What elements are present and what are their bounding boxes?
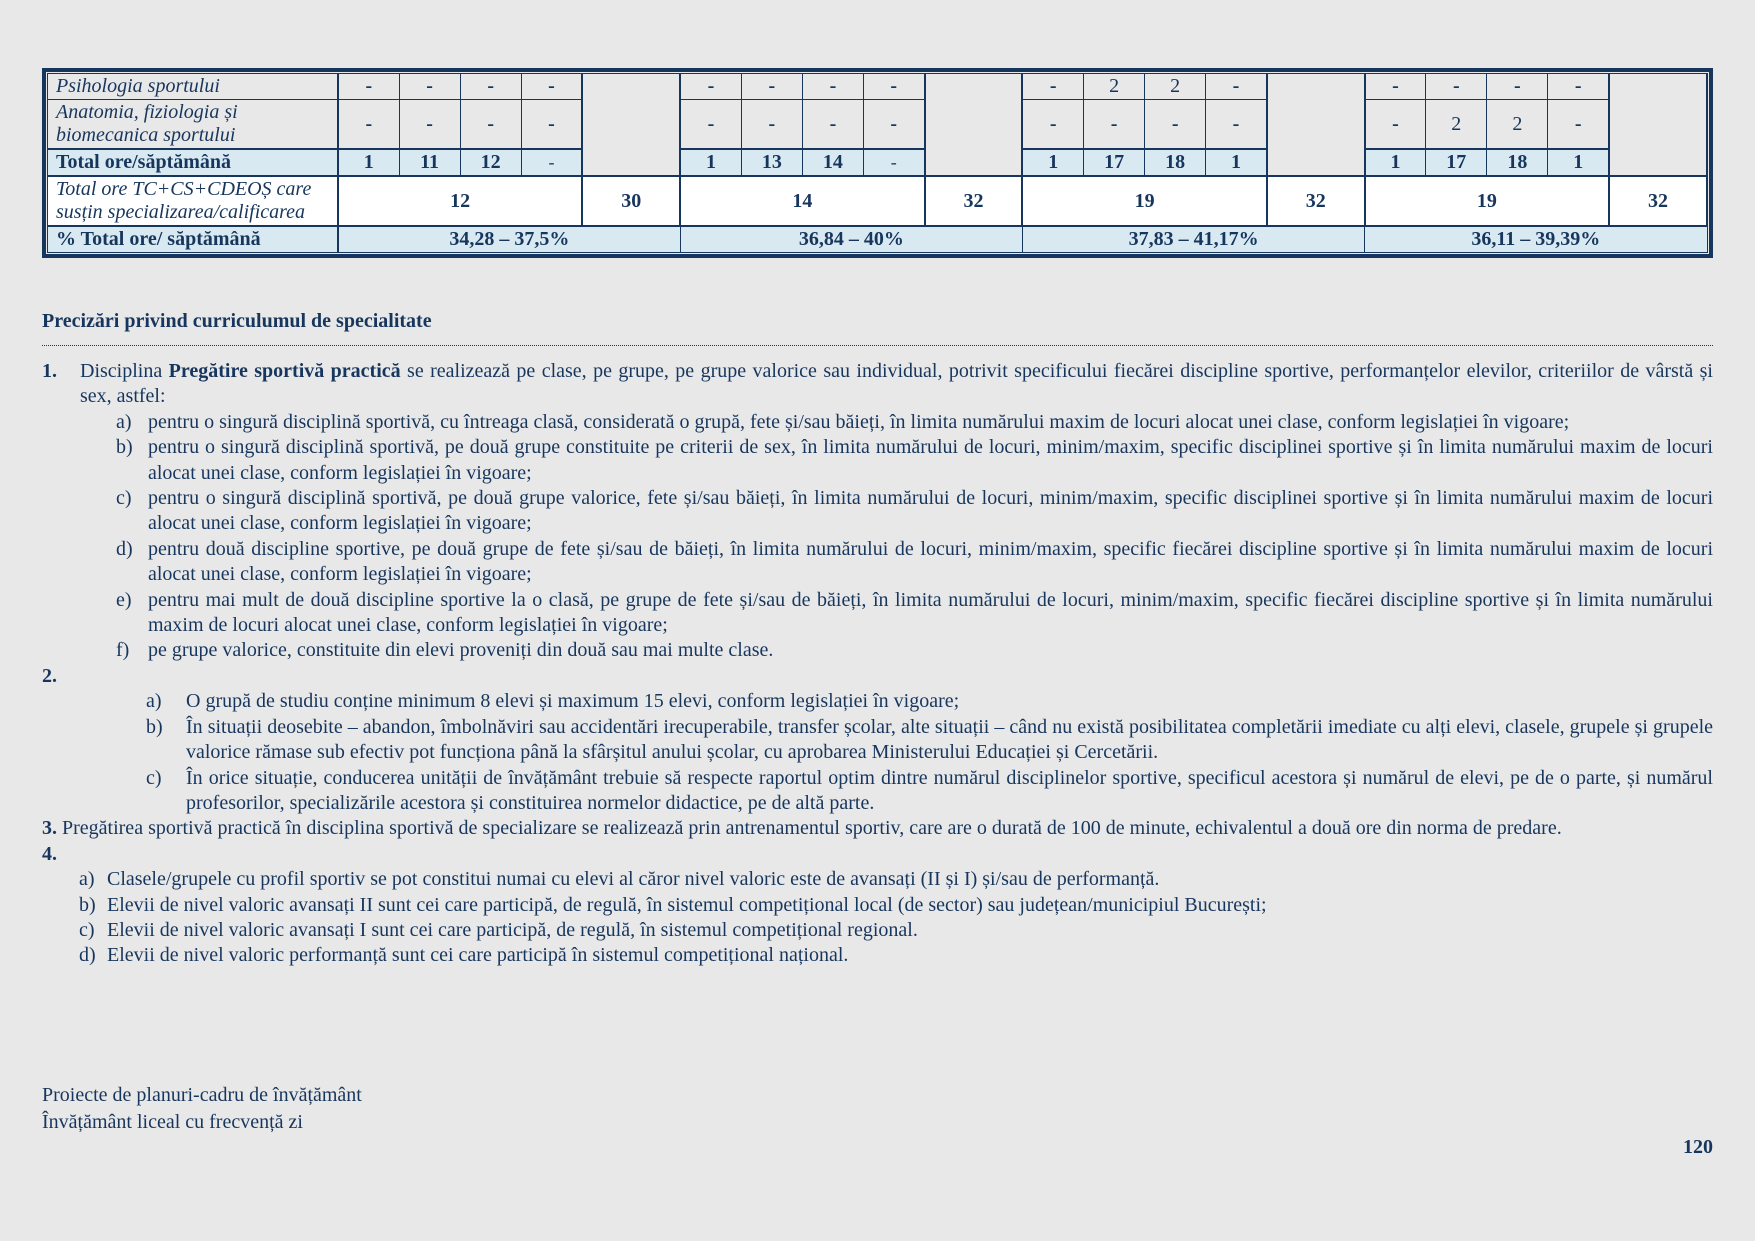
total-hours-cell: 1 [680, 149, 741, 176]
curriculum-table-frame [42, 68, 1713, 258]
hours-cell: - [1022, 74, 1083, 100]
sub-text: pentru mai mult de două discipline sportive la o clasă, pe grupe de fete și/sau de băieți, în limita numărului de locuri, minim/maxim, specific fiecărei discipline sportive și în limita numărului maxim de locuri alocat unei clase, conform legislației în vigoare; [148, 588, 1713, 637]
percent-cell: 36,11 – 39,39% [1365, 226, 1707, 253]
item-1-subitems [116, 410, 1713, 664]
row-total-tc [48, 176, 1708, 226]
hours-cell: 2 [1084, 74, 1145, 100]
sub-text: În orice situație, conducerea unității de învățământ trebuie să respecte raportul optim dintre numărul disciplinelor sportive, specificul acestora și numărul de elevi, pe de o parte, și numărul profesorilor, specializările acestora și constituirea normelor didactice, pe de altă parte. [186, 766, 1713, 814]
hours-cell: 2 [1145, 74, 1206, 100]
sub-letter: b) [146, 715, 163, 738]
spacer-cell [1609, 74, 1707, 177]
total-hours-cell: 12 [460, 149, 521, 176]
tc-label: Total ore TC+CS+CDEOȘ care susțin specializarea/calificarea [48, 176, 338, 226]
hours-cell: - [399, 100, 460, 150]
hours-cell: - [338, 74, 399, 100]
hours-cell: - [1206, 100, 1267, 150]
hours-cell: 2 [1426, 100, 1487, 150]
subject-label: Psihologia sportului [48, 74, 338, 100]
percent-cell: 37,83 – 41,17% [1022, 226, 1364, 253]
item-3-text: Pregătirea sportivă practică în disciplina sportivă de specializare se realizează prin antrenamentul sportiv, care are o durată de 100 de minute, echivalentul a două ore din norma de predare. [57, 817, 1562, 840]
hours-cell: - [1206, 74, 1267, 100]
total-hours-cell: 17 [1426, 149, 1487, 176]
sub-item-f [116, 638, 1713, 663]
sub-item-a [79, 867, 1713, 892]
item-2-subitems [146, 689, 1713, 816]
hours-cell: - [1548, 100, 1609, 150]
tc-total-cell: 14 [680, 176, 924, 226]
footer-line-2: Învățământ liceal cu frecvență zi [42, 1111, 303, 1133]
sub-letter: b) [116, 436, 133, 459]
hours-cell: - [460, 100, 521, 150]
row-percent [48, 226, 1708, 253]
curriculum-table [47, 73, 1708, 253]
hours-cell: - [1145, 100, 1206, 150]
total-hours-cell: 17 [1084, 149, 1145, 176]
percent-label: % Total ore/ săptămână [48, 226, 338, 253]
sub-letter: b) [79, 893, 96, 916]
sub-item-a [116, 410, 1713, 435]
hours-cell: - [680, 74, 741, 100]
week-sum-cell: 32 [925, 176, 1023, 226]
sub-text: Clasele/grupele cu profil sportiv se pot constitui numai cu elevi al căror nivel valoric este de avansați (II și I) și/sau de performanță. [107, 868, 1160, 891]
row-psihologia [48, 74, 1708, 100]
sub-item-d [79, 943, 1713, 968]
sub-text: pentru două discipline sportive, pe două grupe de fete și/sau de băieți, în limita numărului de locuri, minim/maxim, specific fiecărei discipline sportive și în limita numărului maxim de locuri alocat unei clase, conform legislației în vigoare; [148, 537, 1713, 586]
spacer-cell [925, 74, 1023, 177]
total-hours-cell: 13 [741, 149, 802, 176]
hours-cell: - [1487, 74, 1548, 100]
total-hours-cell: - [521, 149, 582, 176]
sub-item-a [146, 689, 1713, 714]
sub-text: O grupă de studiu conține minimum 8 elevi și maximum 15 elevi, conform legislației în vigoare; [186, 690, 960, 713]
total-label: Total ore/săptămână [48, 149, 338, 176]
hours-cell: - [802, 100, 863, 150]
hours-cell: - [521, 100, 582, 150]
row-anatomia [48, 100, 1708, 150]
item-4-subitems [79, 867, 1713, 969]
item-1-text [80, 359, 1713, 410]
hours-cell: - [1365, 74, 1426, 100]
week-sum-cell: 30 [582, 176, 680, 226]
sub-letter: c) [79, 918, 95, 941]
sub-letter: d) [79, 944, 96, 967]
tc-total-cell: 19 [1022, 176, 1266, 226]
hours-cell: - [1084, 100, 1145, 150]
total-hours-cell: 1 [1365, 149, 1426, 176]
row-total-ore [48, 149, 1708, 176]
item-1-lead: Disciplina [80, 360, 169, 382]
percent-cell: 36,84 – 40% [680, 226, 1022, 253]
hours-cell: - [1365, 100, 1426, 150]
week-sum-cell: 32 [1609, 176, 1707, 226]
sub-item-e [116, 588, 1713, 639]
hours-cell: - [741, 100, 802, 150]
footer [42, 1082, 362, 1136]
sub-item-b [146, 715, 1713, 766]
tc-total-cell: 19 [1365, 176, 1609, 226]
total-hours-cell: 1 [338, 149, 399, 176]
hours-cell: - [399, 74, 460, 100]
hours-cell: - [521, 74, 582, 100]
section-heading: Precizări privind curriculumul de specialitate [42, 310, 1713, 346]
page-number: 120 [1683, 1136, 1713, 1158]
hours-cell: - [802, 74, 863, 100]
footer-line-1: Proiecte de planuri-cadru de învățământ [42, 1084, 362, 1106]
sub-text: În situații deosebite – abandon, îmbolnăviri sau accidentări irecuperabile, transfer școlar, alte situații – când nu există posibilitatea completării imediate cu alți elevi, clasele, grupele și grupele valorice rămase sub efectiv pot funcționa până la sfârșitul anului școlar, cu aprobarea Ministerului Educației și Cercetării. [186, 715, 1713, 764]
spacer-cell [582, 74, 680, 177]
sub-item-b [116, 435, 1713, 486]
total-hours-cell: 18 [1487, 149, 1548, 176]
sub-letter: c) [116, 487, 132, 510]
hours-cell: - [1548, 74, 1609, 100]
hours-cell: - [1426, 74, 1487, 100]
page-content [42, 68, 1713, 969]
total-hours-cell: 1 [1206, 149, 1267, 176]
tc-total-cell: 12 [338, 176, 582, 226]
total-hours-cell: 1 [1022, 149, 1083, 176]
sub-text: Elevii de nivel valoric performanță sunt cei care participă în sistemul competițional național. [107, 944, 849, 967]
hours-cell: - [1022, 100, 1083, 150]
subject-label: Anatomia, fiziologia și biomecanica sportului [48, 100, 338, 150]
hours-cell: - [680, 100, 741, 150]
list-item-2: 2. [42, 664, 57, 687]
sub-letter: a) [146, 690, 162, 713]
sub-letter: f) [116, 639, 130, 662]
item-1-bold: Pregătire sportivă practică [168, 360, 401, 382]
hours-cell: - [460, 74, 521, 100]
sub-text: pentru o singură disciplină sportivă, cu întreaga clasă, considerată o grupă, fete și/sau băieți, în limita numărului maxim de locuri alocat unei clase, conform legislației în vigoare; [148, 410, 1570, 433]
hours-cell: - [338, 100, 399, 150]
item-number: 1. [42, 360, 57, 382]
sub-letter: a) [79, 868, 95, 891]
sub-text: pentru o singură disciplină sportivă, pe două grupe valorice, fete și/sau băieți, în limita numărului de locuri, minim/maxim, specific disciplinei sportive și în limita numărului maxim de locuri alocat unei clase, conform legislației în vigoare; [148, 487, 1713, 535]
spacer-cell [1267, 74, 1365, 177]
item-1-rest: se realizează pe clase, pe grupe, pe grupe valorice sau individual, potrivit specificului fiecărei discipline sportive, performanțelor elevilor, criteriilor de vârstă și sex, astfel: [80, 360, 1713, 408]
sub-item-c [116, 486, 1713, 537]
sub-item-c [79, 918, 1713, 943]
total-hours-cell: 1 [1548, 149, 1609, 176]
list-item-3 [42, 816, 1713, 841]
item-number: 3. [42, 817, 57, 840]
notes-list [42, 359, 1713, 969]
sub-text: Elevii de nivel valoric avansați I sunt cei care participă, de regulă, în sistemul competițional regional. [107, 918, 918, 941]
sub-item-c [146, 766, 1713, 817]
sub-text: pe grupe valorice, constituite din elevi proveniți din două sau mai multe clase. [148, 639, 774, 662]
sub-text: Elevii de nivel valoric avansați II sunt cei care participă, de regulă, în sistemul competițional local (de sector) sau județean/municipiul București; [107, 893, 1267, 916]
hours-cell: - [863, 100, 924, 150]
total-hours-cell: 18 [1145, 149, 1206, 176]
sub-item-d [116, 537, 1713, 588]
total-hours-cell: - [863, 149, 924, 176]
week-sum-cell: 32 [1267, 176, 1365, 226]
list-item-4: 4. [42, 842, 57, 865]
total-hours-cell: 14 [802, 149, 863, 176]
sub-letter: c) [146, 766, 162, 789]
hours-cell: 2 [1487, 100, 1548, 150]
sub-letter: d) [116, 537, 133, 560]
total-hours-cell: 11 [399, 149, 460, 176]
sub-text: pentru o singură disciplină sportivă, pe două grupe constituite pe criterii de sex, în limita numărului de locuri, minim/maxim, specific disciplinei sportive și în limita numărului maxim de locuri alocat unei clase, conform legislației în vigoare; [148, 436, 1713, 484]
hours-cell: - [863, 74, 924, 100]
sub-item-b [79, 893, 1713, 918]
list-item-1 [42, 359, 1713, 410]
sub-letter: e) [116, 588, 132, 611]
sub-letter: a) [116, 410, 132, 433]
hours-cell: - [741, 74, 802, 100]
percent-cell: 34,28 – 37,5% [338, 226, 680, 253]
